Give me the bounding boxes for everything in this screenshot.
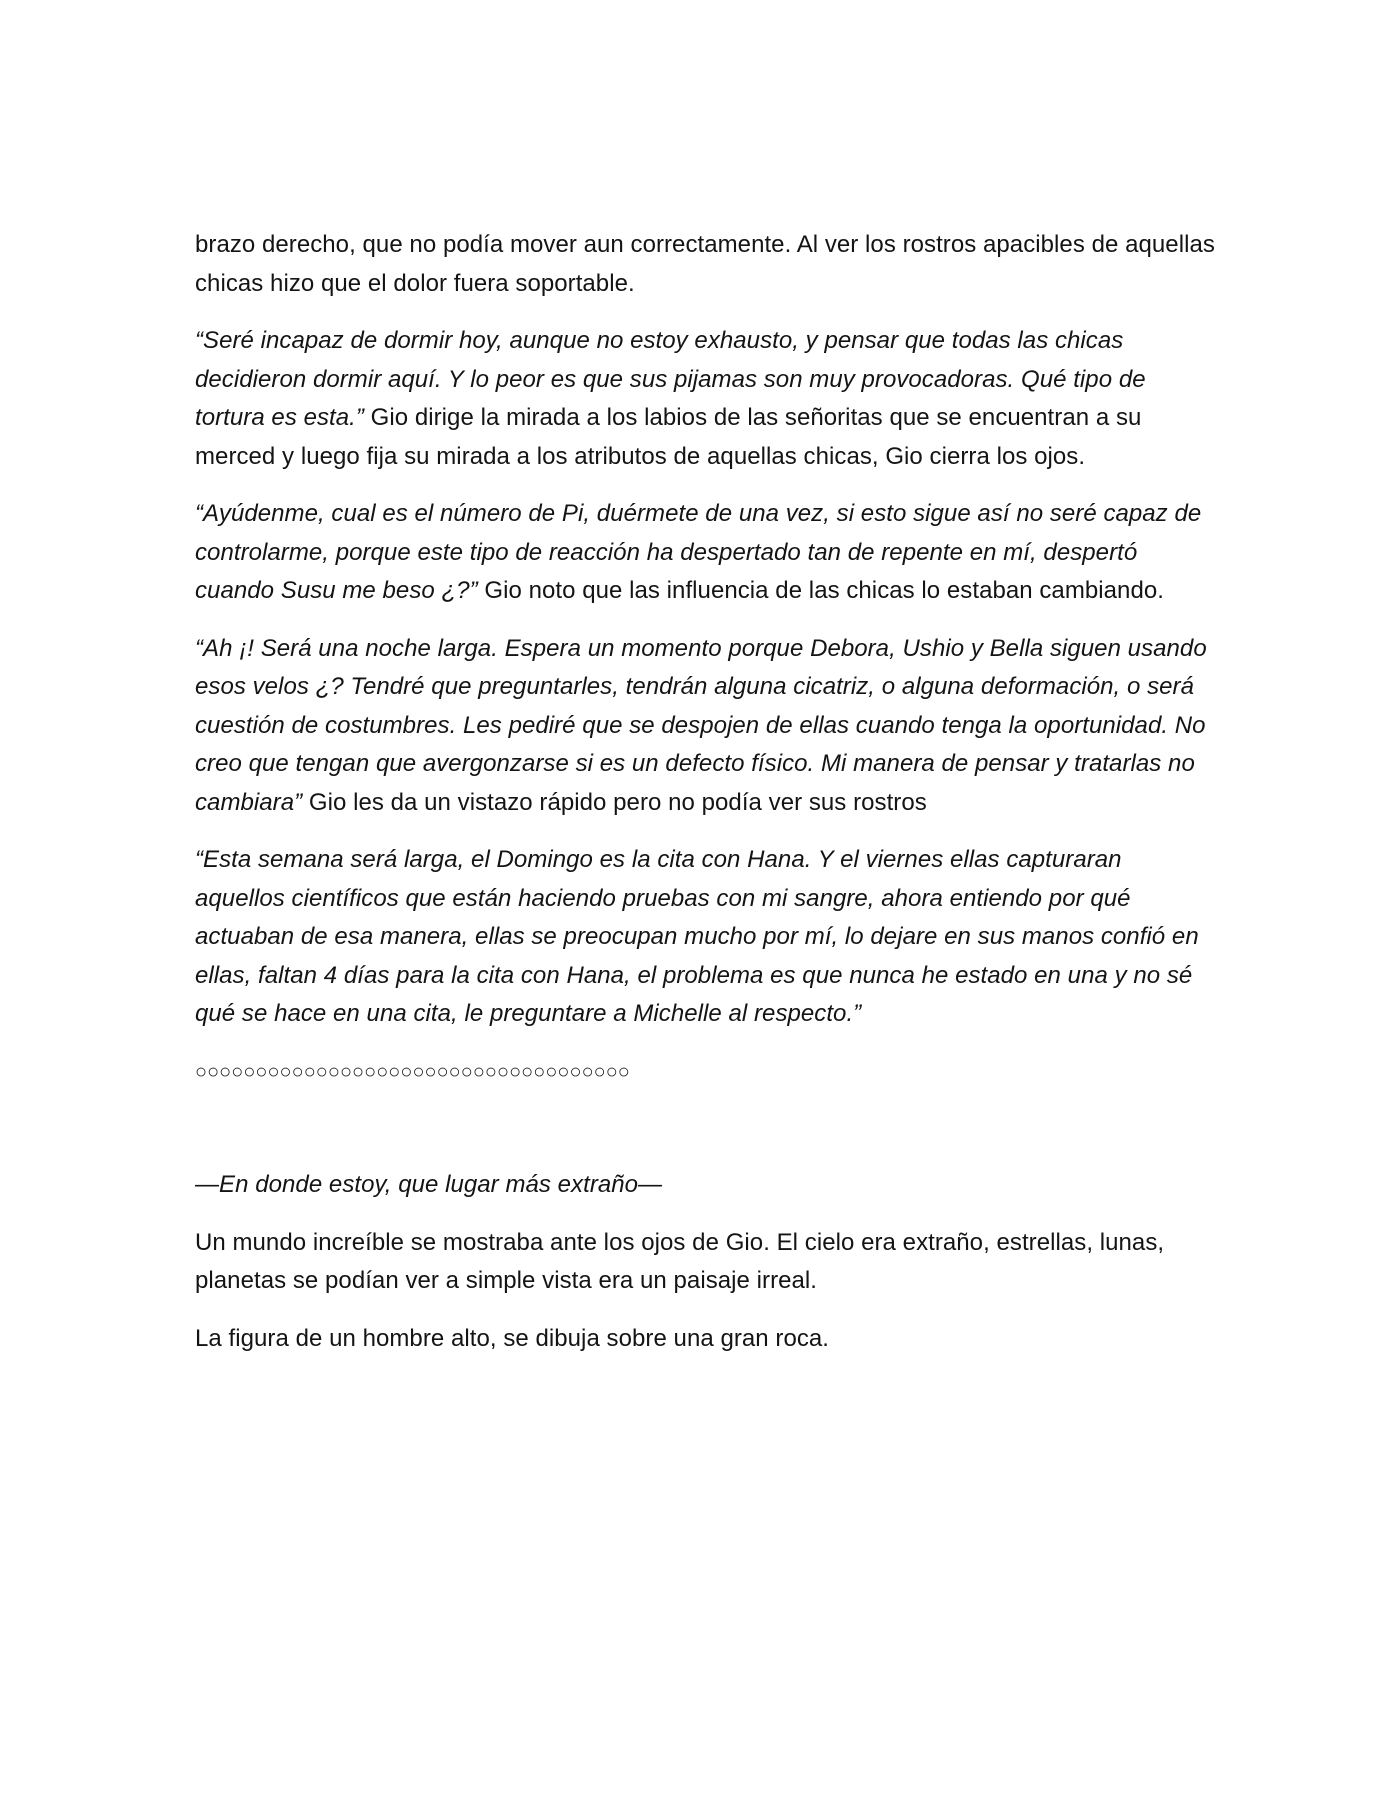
inner-monologue-text: “Esta semana será larga, el Domingo es la cita con Hana. Y el viernes ellas capturaran aquellos científicos que están haciendo pruebas con mi sangre, ahora entiendo por qué actuaban de esa manera, ellas se preocupan mucho por mí, lo dejare en sus manos confió en ellas, faltan 4 días para la cita con Hana, el problema es que nunca he estado en una y no sé qué se hace en una cita, le preguntare a Michelle al respecto.” [195, 846, 1199, 1027]
scene-separator: ○○○○○○○○○○○○○○○○○○○○○○○○○○○○○○○○○○○○ [195, 1060, 630, 1083]
paragraph-8 [195, 1320, 1215, 1359]
paragraph-5 [195, 841, 1215, 1034]
paragraph-1 [195, 226, 1215, 303]
paragraph-7 [195, 1224, 1215, 1301]
paragraph-text: Un mundo increíble se mostraba ante los ojos de Gio. El cielo era extraño, estrellas, lunas, planetas se podían ver a simple vista era un paisaje irreal. [195, 1228, 1165, 1294]
narration-text: Gio dirige la mirada a los labios de las señoritas que se encuentran a su merced y luego fija su mirada a los atributos de aquellas chicas, Gio cierra los ojos. [195, 404, 1142, 470]
dialogue-text: —En donde estoy, que lugar más extraño— [195, 1171, 663, 1198]
paragraph-6 [195, 1166, 1215, 1205]
paragraph-text: brazo derecho, que no podía mover aun correctamente. Al ver los rostros apacibles de aquellas chicas hizo que el dolor fuera soportable. [195, 231, 1215, 297]
inner-monologue-text: “Seré incapaz de dormir hoy, aunque no estoy exhausto, y pensar que todas las chicas decidieron dormir aquí. Y lo peor es que sus pijamas son muy provocadoras. Qué tipo de tortura es esta.” [195, 327, 1146, 431]
paragraph-2 [195, 322, 1215, 476]
document-body [195, 226, 1215, 1377]
paragraph-text: La figura de un hombre alto, se dibuja sobre una gran roca. [195, 1324, 830, 1352]
inner-monologue-text: “Ah ¡! Será una noche larga. Espera un momento porque Debora, Ushio y Bella siguen usando esos velos ¿? Tendré que preguntarles, tendrán alguna cicatriz, o alguna deformación, o será cuestión de costumbres. Les pediré que se despojen de ellas cuando tenga la oportunidad. No creo que tengan que avergonzarse si es un defecto físico. Mi manera de pensar y tratarlas no cambiara” [195, 634, 1207, 816]
narration-text: Gio les da un vistazo rápido pero no podía ver sus rostros [302, 788, 927, 816]
paragraph-4 [195, 630, 1215, 823]
narration-text: Gio noto que las influencia de las chicas lo estaban cambiando. [477, 577, 1164, 604]
inner-monologue-text: “Ayúdenme, cual es el número de Pi, duérmete de una vez, si esto sigue así no seré capaz de controlarme, porque este tipo de reacción ha despertado tan de repente en mí, despertó cuando Susu me beso ¿?” [195, 500, 1202, 604]
paragraph-3 [195, 495, 1215, 611]
